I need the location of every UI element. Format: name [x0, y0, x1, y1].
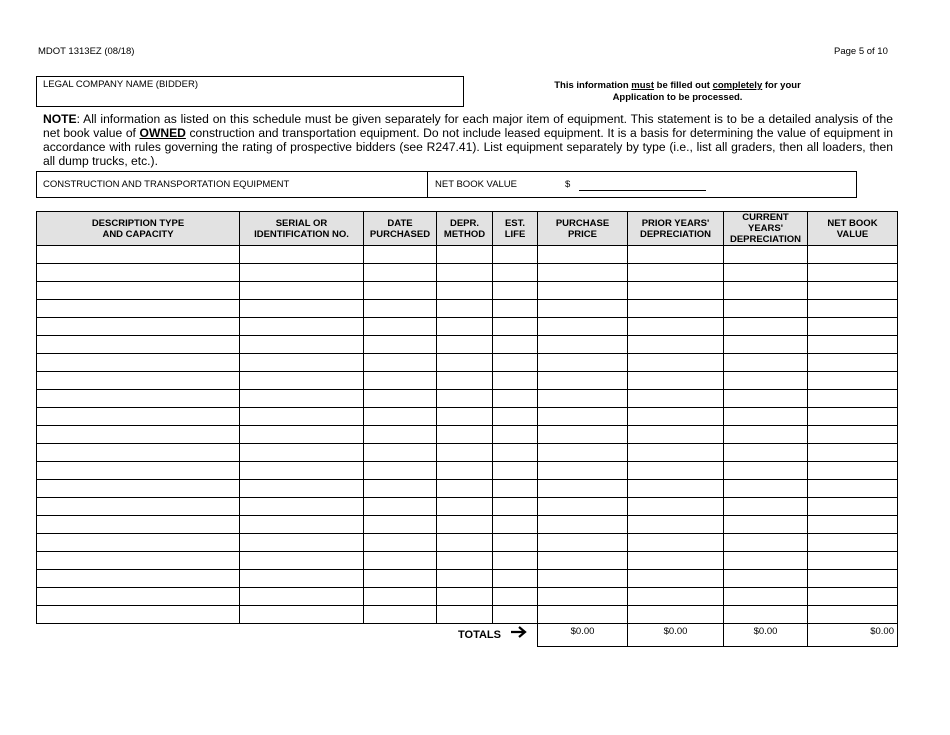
cell-net-book-value[interactable] [808, 246, 898, 264]
cell-date-purchased[interactable] [364, 282, 437, 300]
cell-purchase-price[interactable] [538, 300, 628, 318]
cell-est-life[interactable] [493, 300, 538, 318]
cell-purchase-price[interactable] [538, 354, 628, 372]
cell-serial[interactable] [240, 354, 364, 372]
cell-purchase-price[interactable] [538, 318, 628, 336]
cell-serial[interactable] [240, 300, 364, 318]
cell-serial[interactable] [240, 498, 364, 516]
cell-current-years-depreciation[interactable] [724, 300, 808, 318]
cell-prior-years-depreciation[interactable] [628, 408, 724, 426]
cell-description[interactable] [37, 408, 240, 426]
cell-prior-years-depreciation[interactable] [628, 372, 724, 390]
table-row [37, 408, 898, 426]
cell-serial[interactable] [240, 372, 364, 390]
cell-est-life[interactable] [493, 570, 538, 588]
cell-purchase-price[interactable] [538, 408, 628, 426]
cell-current-years-depreciation[interactable] [724, 372, 808, 390]
cell-description[interactable] [37, 570, 240, 588]
cell-net-book-value[interactable] [808, 390, 898, 408]
cell-est-life[interactable] [493, 372, 538, 390]
cell-depr-method[interactable] [437, 588, 493, 606]
cell-description[interactable] [37, 534, 240, 552]
cell-date-purchased[interactable] [364, 354, 437, 372]
table-row [37, 552, 898, 570]
cell-purchase-price[interactable] [538, 246, 628, 264]
table-body [37, 246, 898, 624]
cell-serial[interactable] [240, 408, 364, 426]
cell-depr-method[interactable] [437, 408, 493, 426]
cell-current-years-depreciation[interactable] [724, 444, 808, 462]
cell-description[interactable] [37, 354, 240, 372]
cell-purchase-price[interactable] [538, 444, 628, 462]
cell-current-years-depreciation[interactable] [724, 246, 808, 264]
cell-est-life[interactable] [493, 534, 538, 552]
cell-serial[interactable] [240, 336, 364, 354]
must-emphasis: must [631, 80, 654, 91]
cell-purchase-price[interactable] [538, 480, 628, 498]
cell-purchase-price[interactable] [538, 498, 628, 516]
cell-net-book-value[interactable] [808, 336, 898, 354]
table-row [37, 498, 898, 516]
cell-date-purchased[interactable] [364, 390, 437, 408]
table-row [37, 534, 898, 552]
cell-est-life[interactable] [493, 246, 538, 264]
cell-date-purchased[interactable] [364, 336, 437, 354]
cell-description[interactable] [37, 318, 240, 336]
table-row [37, 390, 898, 408]
cell-prior-years-depreciation[interactable] [628, 480, 724, 498]
cell-serial[interactable] [240, 606, 364, 624]
cell-current-years-depreciation[interactable] [724, 516, 808, 534]
cell-description[interactable] [37, 498, 240, 516]
cell-net-book-value[interactable] [808, 462, 898, 480]
cell-purchase-price[interactable] [538, 390, 628, 408]
cell-prior-years-depreciation[interactable] [628, 516, 724, 534]
cell-est-life[interactable] [493, 336, 538, 354]
cell-current-years-depreciation[interactable] [724, 318, 808, 336]
table-row [37, 516, 898, 534]
cell-est-life[interactable] [493, 516, 538, 534]
cell-depr-method[interactable] [437, 552, 493, 570]
legal-company-name-label: LEGAL COMPANY NAME (BIDDER) [43, 79, 199, 90]
cell-net-book-value[interactable] [808, 354, 898, 372]
cell-depr-method[interactable] [437, 246, 493, 264]
cell-description[interactable] [37, 588, 240, 606]
cell-date-purchased[interactable] [364, 516, 437, 534]
cell-current-years-depreciation[interactable] [724, 534, 808, 552]
cell-purchase-price[interactable] [538, 534, 628, 552]
cell-net-book-value[interactable] [808, 588, 898, 606]
cell-depr-method[interactable] [437, 426, 493, 444]
cell-prior-years-depreciation[interactable] [628, 552, 724, 570]
cell-net-book-value[interactable] [808, 318, 898, 336]
col-header-purchase-price: PURCHASE PRICE [538, 212, 628, 246]
cell-net-book-value[interactable] [808, 372, 898, 390]
col-header-date-purchased: DATE PURCHASED [364, 212, 437, 246]
cell-est-life[interactable] [493, 354, 538, 372]
cell-depr-method[interactable] [437, 300, 493, 318]
cell-purchase-price[interactable] [538, 426, 628, 444]
cell-date-purchased[interactable] [364, 426, 437, 444]
cell-depr-method[interactable] [437, 354, 493, 372]
cell-depr-method[interactable] [437, 498, 493, 516]
cell-est-life[interactable] [493, 480, 538, 498]
table-row [37, 462, 898, 480]
cell-net-book-value[interactable] [808, 408, 898, 426]
cell-current-years-depreciation[interactable] [724, 354, 808, 372]
cell-serial[interactable] [240, 390, 364, 408]
cell-current-years-depreciation[interactable] [724, 408, 808, 426]
note-paragraph: NOTE: All information as listed on this schedule must be given separately for each major item of equipment. This statement is to be a detailed analysis of the net book value of OWNED construction and transportation equipment. Do not include leased equipment. It is a basis for determining the value of equipment in accordance with rules governing the rating of prospective bidders (see R247.41). List equipment separately by type (i.e., list all graders, then all loaders, then all dump trucks, etc.). [43, 112, 893, 168]
cell-est-life[interactable] [493, 390, 538, 408]
table-row [37, 246, 898, 264]
col-header-prior-years-depreciation: PRIOR YEARS' DEPRECIATION [628, 212, 724, 246]
cell-est-life[interactable] [493, 462, 538, 480]
cell-date-purchased[interactable] [364, 462, 437, 480]
net-book-value-label: NET BOOK VALUE [435, 179, 518, 190]
cell-description[interactable] [37, 480, 240, 498]
table-row [37, 336, 898, 354]
cell-date-purchased[interactable] [364, 498, 437, 516]
completely-emphasis: completely [712, 80, 763, 91]
col-header-description: DESCRIPTION TYPE AND CAPACITY [37, 212, 240, 246]
cell-description[interactable] [37, 336, 240, 354]
cell-serial[interactable] [240, 318, 364, 336]
cell-date-purchased[interactable] [364, 480, 437, 498]
cell-description[interactable] [37, 426, 240, 444]
cell-est-life[interactable] [493, 282, 538, 300]
right-arrow-icon [510, 624, 528, 645]
table-row [37, 300, 898, 318]
cell-prior-years-depreciation[interactable] [628, 570, 724, 588]
cell-description[interactable] [37, 462, 240, 480]
cell-date-purchased[interactable] [364, 300, 437, 318]
cell-prior-years-depreciation[interactable] [628, 246, 724, 264]
cell-est-life[interactable] [493, 264, 538, 282]
cell-date-purchased[interactable] [364, 588, 437, 606]
net-book-value-input[interactable] [579, 190, 706, 191]
cell-date-purchased[interactable] [364, 408, 437, 426]
cell-serial[interactable] [240, 480, 364, 498]
completion-notice: This information must be filled out completely for your Application to be processed. [554, 80, 801, 103]
form-id: MDOT 1313EZ (08/18) [38, 46, 135, 57]
cell-purchase-price[interactable] [538, 516, 628, 534]
cell-net-book-value[interactable] [808, 570, 898, 588]
cell-net-book-value[interactable] [808, 516, 898, 534]
cell-depr-method[interactable] [437, 390, 493, 408]
cell-description[interactable] [37, 372, 240, 390]
cell-current-years-depreciation[interactable] [724, 426, 808, 444]
cell-current-years-depreciation[interactable] [724, 570, 808, 588]
cell-current-years-depreciation[interactable] [724, 480, 808, 498]
note-label: NOTE [43, 112, 77, 126]
cell-net-book-value[interactable] [808, 498, 898, 516]
total-current-years-depreciation[interactable]: $0.00 [723, 619, 808, 647]
col-header-serial: SERIAL OR IDENTIFICATION NO. [240, 212, 364, 246]
cell-description[interactable] [37, 390, 240, 408]
table-row [37, 480, 898, 498]
currency-symbol: $ [565, 179, 571, 190]
cell-net-book-value[interactable] [808, 282, 898, 300]
cell-serial[interactable] [240, 462, 364, 480]
cell-serial[interactable] [240, 552, 364, 570]
total-prior-years-depreciation[interactable]: $0.00 [627, 619, 724, 647]
cell-purchase-price[interactable] [538, 264, 628, 282]
cell-current-years-depreciation[interactable] [724, 282, 808, 300]
cell-current-years-depreciation[interactable] [724, 462, 808, 480]
total-net-book-value[interactable]: $0.00 [807, 619, 898, 647]
totals-label: TOTALS [458, 629, 501, 641]
owned-emphasis: OWNED [139, 126, 186, 140]
cell-description[interactable] [37, 282, 240, 300]
table-row [37, 282, 898, 300]
cell-serial[interactable] [240, 570, 364, 588]
cell-net-book-value[interactable] [808, 426, 898, 444]
cell-est-life[interactable] [493, 318, 538, 336]
cell-purchase-price[interactable] [538, 336, 628, 354]
cell-prior-years-depreciation[interactable] [628, 498, 724, 516]
cell-depr-method[interactable] [437, 444, 493, 462]
cell-depr-method[interactable] [437, 516, 493, 534]
cell-est-life[interactable] [493, 498, 538, 516]
cell-purchase-price[interactable] [538, 372, 628, 390]
cell-date-purchased[interactable] [364, 534, 437, 552]
cell-current-years-depreciation[interactable] [724, 552, 808, 570]
divider [427, 172, 428, 197]
table-row [37, 354, 898, 372]
cell-date-purchased[interactable] [364, 372, 437, 390]
cell-description[interactable] [37, 300, 240, 318]
cell-date-purchased[interactable] [364, 264, 437, 282]
cell-est-life[interactable] [493, 588, 538, 606]
cell-prior-years-depreciation[interactable] [628, 390, 724, 408]
cell-depr-method[interactable] [437, 570, 493, 588]
cell-serial[interactable] [240, 588, 364, 606]
cell-serial[interactable] [240, 282, 364, 300]
cell-current-years-depreciation[interactable] [724, 390, 808, 408]
cell-prior-years-depreciation[interactable] [628, 588, 724, 606]
total-purchase-price[interactable]: $0.00 [537, 619, 628, 647]
cell-purchase-price[interactable] [538, 570, 628, 588]
table-header-row [37, 212, 898, 246]
cell-prior-years-depreciation[interactable] [628, 282, 724, 300]
cell-serial[interactable] [240, 534, 364, 552]
cell-net-book-value[interactable] [808, 300, 898, 318]
legal-company-name-field[interactable] [36, 76, 464, 107]
cell-purchase-price[interactable] [538, 552, 628, 570]
cell-description[interactable] [37, 264, 240, 282]
cell-current-years-depreciation[interactable] [724, 498, 808, 516]
cell-description[interactable] [37, 516, 240, 534]
col-header-net-book-value: NET BOOK VALUE [808, 212, 898, 246]
cell-est-life[interactable] [493, 606, 538, 624]
cell-serial[interactable] [240, 246, 364, 264]
cell-depr-method[interactable] [437, 462, 493, 480]
cell-date-purchased[interactable] [364, 606, 437, 624]
table-row [37, 372, 898, 390]
table-row [37, 264, 898, 282]
col-header-depr-method: DEPR. METHOD [437, 212, 493, 246]
cell-est-life[interactable] [493, 552, 538, 570]
cell-date-purchased[interactable] [364, 552, 437, 570]
cell-prior-years-depreciation[interactable] [628, 336, 724, 354]
cell-prior-years-depreciation[interactable] [628, 318, 724, 336]
cell-description[interactable] [37, 606, 240, 624]
cell-net-book-value[interactable] [808, 264, 898, 282]
cell-net-book-value[interactable] [808, 480, 898, 498]
cell-description[interactable] [37, 444, 240, 462]
table-row [37, 426, 898, 444]
cell-depr-method[interactable] [437, 318, 493, 336]
cell-prior-years-depreciation[interactable] [628, 264, 724, 282]
cell-net-book-value[interactable] [808, 444, 898, 462]
cell-prior-years-depreciation[interactable] [628, 462, 724, 480]
table-row [37, 318, 898, 336]
cell-prior-years-depreciation[interactable] [628, 354, 724, 372]
cell-prior-years-depreciation[interactable] [628, 534, 724, 552]
cell-prior-years-depreciation[interactable] [628, 426, 724, 444]
cell-purchase-price[interactable] [538, 462, 628, 480]
col-header-current-years-depreciation: CURRENT YEARS' DEPRECIATION [724, 212, 808, 246]
cell-description[interactable] [37, 246, 240, 264]
cell-est-life[interactable] [493, 408, 538, 426]
table-row [37, 444, 898, 462]
cell-depr-method[interactable] [437, 264, 493, 282]
cell-depr-method[interactable] [437, 534, 493, 552]
cell-depr-method[interactable] [437, 606, 493, 624]
cell-est-life[interactable] [493, 444, 538, 462]
cell-depr-method[interactable] [437, 372, 493, 390]
cell-current-years-depreciation[interactable] [724, 264, 808, 282]
cell-net-book-value[interactable] [808, 552, 898, 570]
cell-date-purchased[interactable] [364, 444, 437, 462]
cell-prior-years-depreciation[interactable] [628, 300, 724, 318]
cell-purchase-price[interactable] [538, 282, 628, 300]
cell-date-purchased[interactable] [364, 246, 437, 264]
cell-serial[interactable] [240, 426, 364, 444]
cell-net-book-value[interactable] [808, 534, 898, 552]
cell-current-years-depreciation[interactable] [724, 336, 808, 354]
cell-date-purchased[interactable] [364, 318, 437, 336]
table-row [37, 588, 898, 606]
cell-depr-method[interactable] [437, 282, 493, 300]
cell-prior-years-depreciation[interactable] [628, 444, 724, 462]
cell-description[interactable] [37, 552, 240, 570]
equipment-table [36, 211, 898, 624]
cell-current-years-depreciation[interactable] [724, 588, 808, 606]
cell-serial[interactable] [240, 516, 364, 534]
cell-depr-method[interactable] [437, 480, 493, 498]
cell-purchase-price[interactable] [538, 588, 628, 606]
col-header-est-life: EST. LIFE [493, 212, 538, 246]
cell-date-purchased[interactable] [364, 570, 437, 588]
page-number: Page 5 of 10 [834, 46, 888, 57]
cell-serial[interactable] [240, 444, 364, 462]
cell-serial[interactable] [240, 264, 364, 282]
cell-depr-method[interactable] [437, 336, 493, 354]
equipment-section-label: CONSTRUCTION AND TRANSPORTATION EQUIPMENT [43, 179, 290, 190]
cell-est-life[interactable] [493, 426, 538, 444]
equipment-section [36, 171, 857, 198]
table-row [37, 570, 898, 588]
